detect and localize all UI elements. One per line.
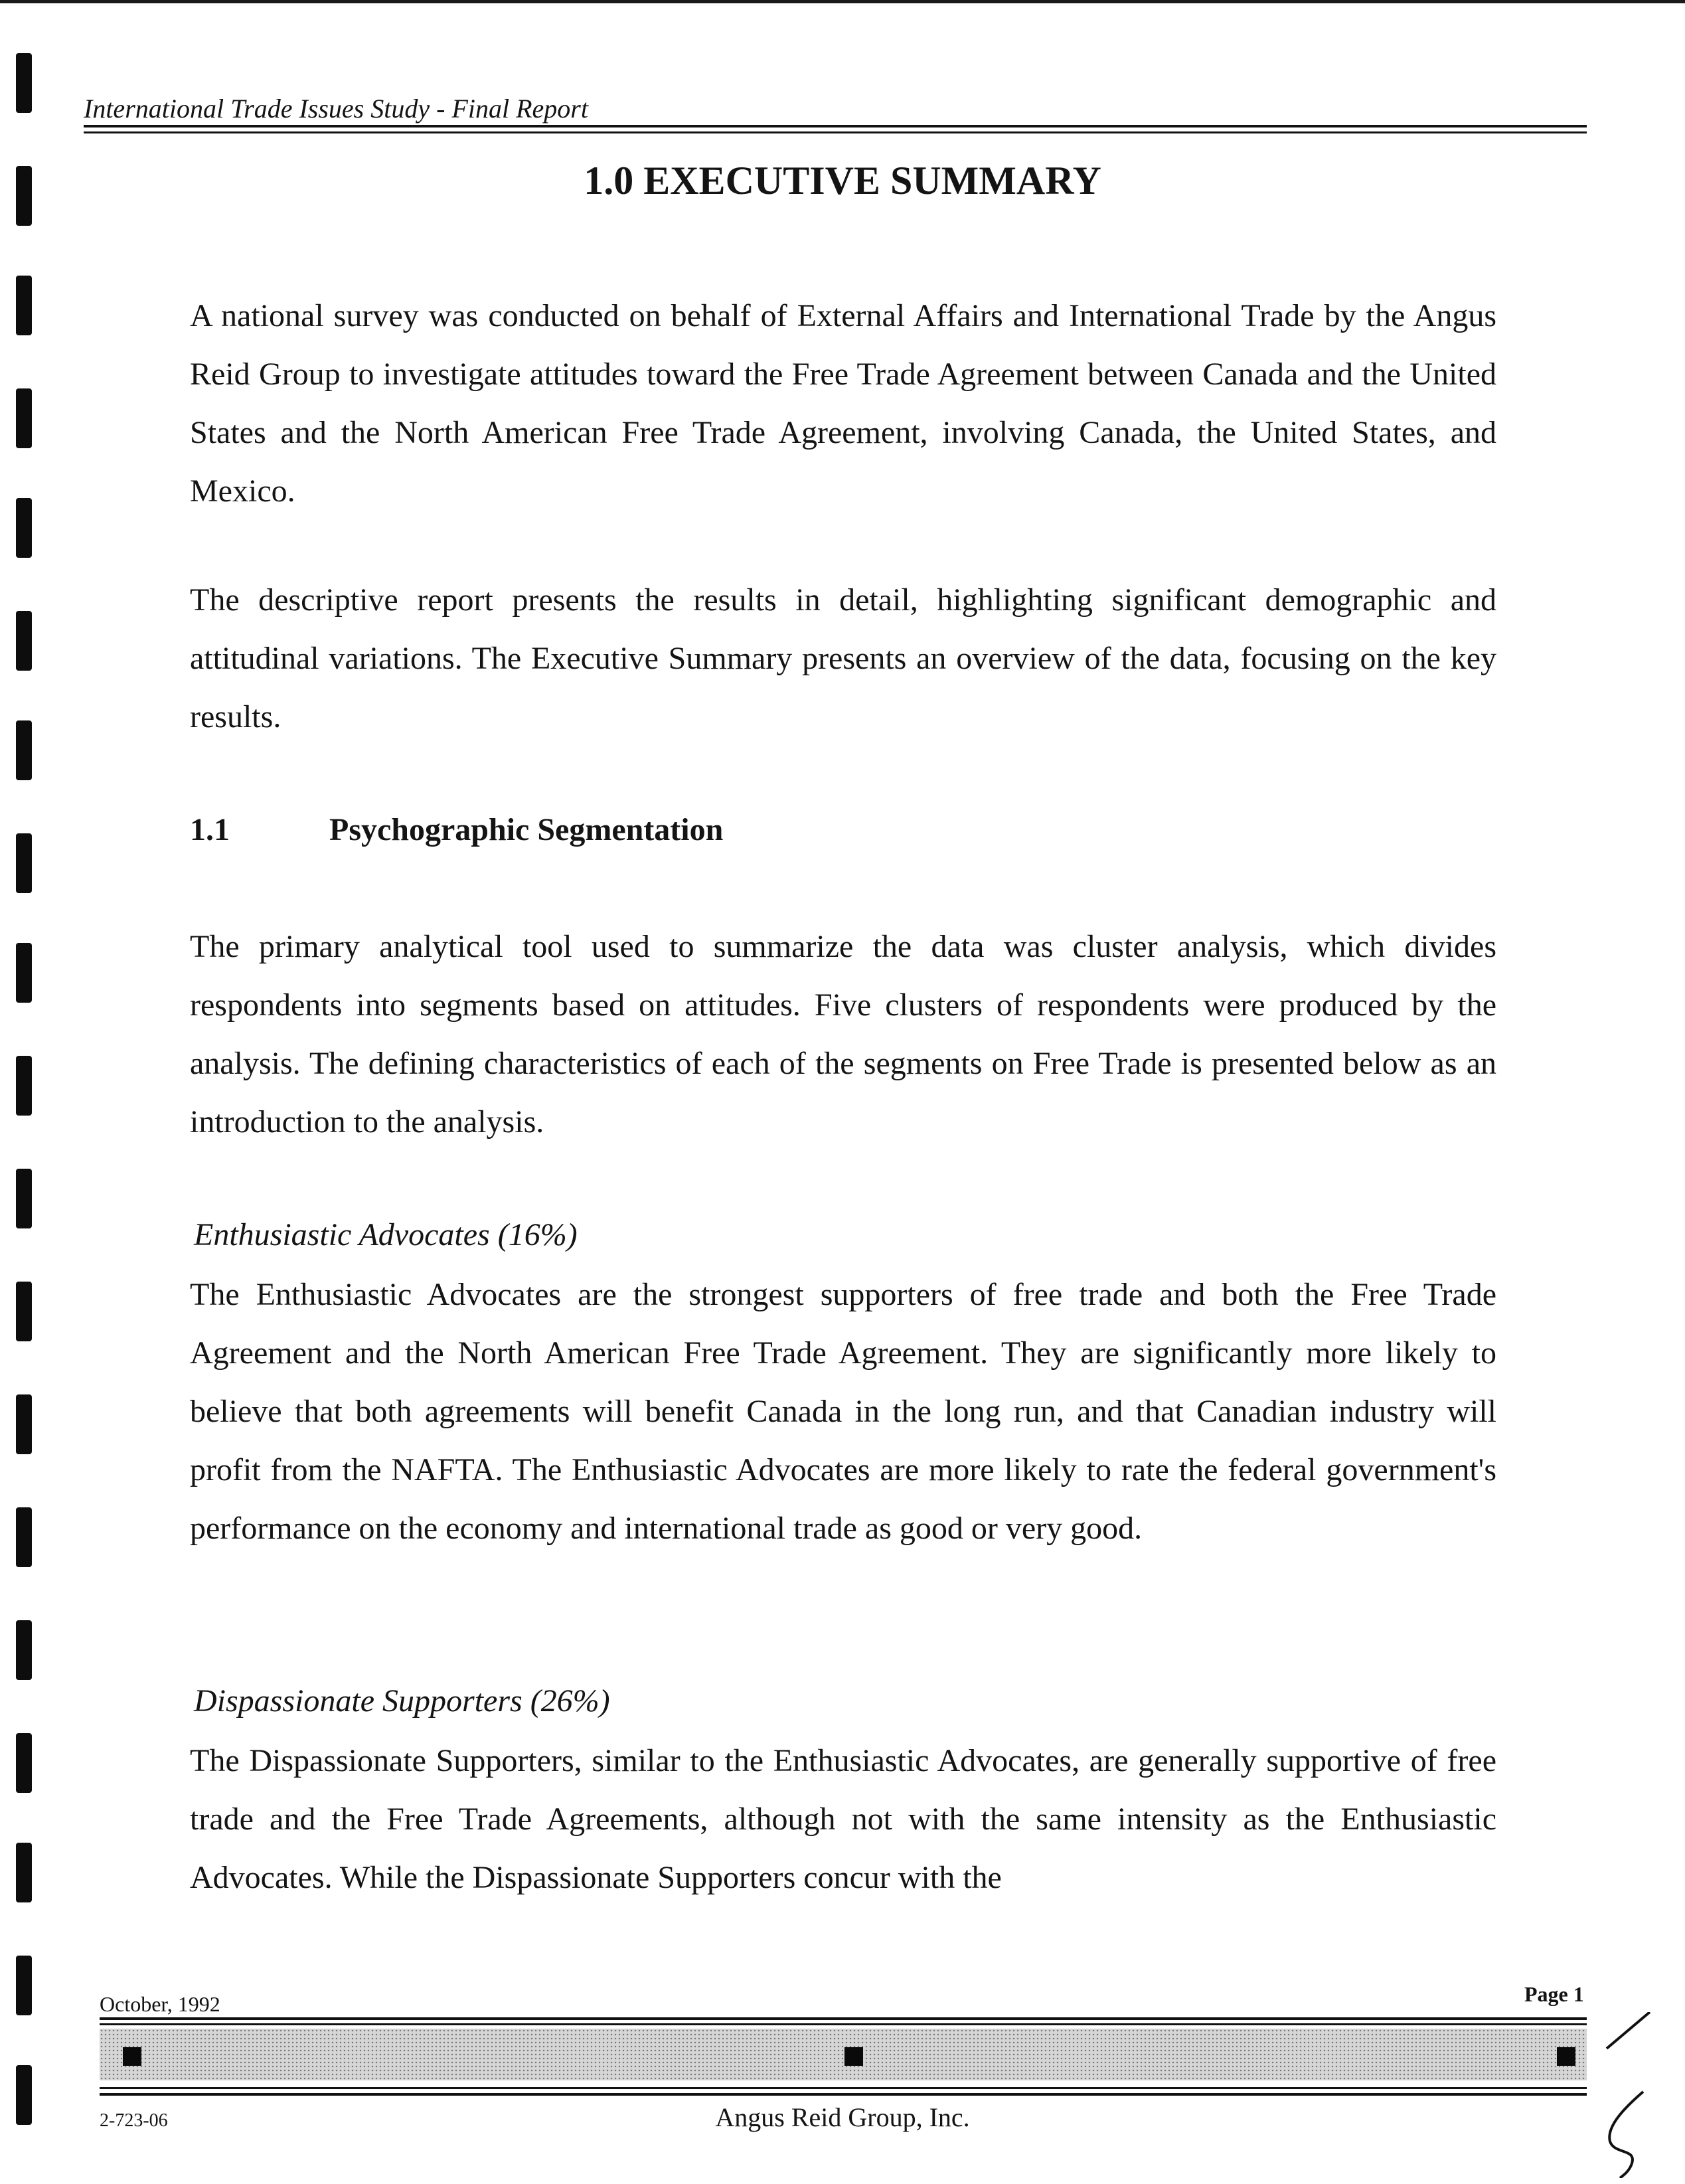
band-square-marker bbox=[1557, 2047, 1575, 2066]
binder-mark bbox=[16, 1620, 32, 1680]
page-number: Page 1 bbox=[1524, 1982, 1584, 2006]
page-title: 1.0 EXECUTIVE SUMMARY bbox=[584, 159, 1101, 203]
binder-mark bbox=[16, 1282, 32, 1341]
binder-mark bbox=[16, 943, 32, 1003]
segment-heading: Dispassionate Supporters (26%) bbox=[194, 1683, 610, 1719]
section-heading bbox=[190, 811, 723, 848]
intro-paragraph: The descriptive report presents the results in detail, highlighting significant demographic and attitudinal variations. The Executive Summary presents an overview of the data, focusing on the key results. bbox=[190, 582, 1496, 734]
binder-mark bbox=[16, 720, 32, 780]
binder-mark bbox=[16, 498, 32, 558]
binder-mark bbox=[16, 1394, 32, 1454]
segment-paragraph: The Enthusiastic Advocates are the strongest supporters of free trade and both the Free Trade Agreement and the North American Free Trade Agreement. They are significantly more likely to believe that both agreements will benefit Canada in the long run, and that Canadian industry will profit from the NAFTA. The Enthusiastic Advocates are more likely to rate the federal government's performance on the economy and international trade as good or very good. bbox=[190, 1277, 1496, 1546]
intro-paragraph: A national survey was conducted on behalf of External Affairs and International Trade by the Angus Reid Group to investigate attitudes toward the Free Trade Agreement between Canada and the United States and the North American Free Trade Agreement, involving Canada, the United States, and Mexico. bbox=[190, 298, 1496, 509]
footer-organization: Angus Reid Group, Inc. bbox=[715, 2102, 970, 2132]
footer-date: October, 1992 bbox=[100, 1992, 220, 2016]
binder-mark bbox=[16, 1956, 32, 2015]
binder-mark bbox=[16, 276, 32, 335]
running-header: International Trade Issues Study - Final Report bbox=[84, 94, 588, 124]
segment-paragraph: The Dispassionate Supporters, similar to the Enthusiastic Advocates, are generally supportive of free trade and the Free Trade Agreements, although not with the same intensity as the Enthusiastic Advocates. While the Dispassionate Supporters concur with the bbox=[190, 1743, 1496, 1895]
binder-mark bbox=[16, 1507, 32, 1567]
binder-mark bbox=[16, 1169, 32, 1228]
footer-rule bbox=[100, 2093, 1587, 2096]
segment-heading: Enthusiastic Advocates (16%) bbox=[194, 1217, 578, 1252]
binder-mark bbox=[16, 1733, 32, 1793]
footer-rule bbox=[100, 2023, 1587, 2025]
band-square-marker bbox=[123, 2047, 141, 2066]
binder-mark bbox=[16, 388, 32, 448]
scan-top-edge bbox=[0, 0, 1685, 3]
binder-mark bbox=[16, 1056, 32, 1116]
binder-mark bbox=[16, 1843, 32, 1902]
footer-rule bbox=[100, 2017, 1587, 2020]
handwritten-mark bbox=[1593, 2012, 1666, 2178]
footer-rule bbox=[100, 2087, 1587, 2089]
section-paragraph: The primary analytical tool used to summarize the data was cluster analysis, which divides respondents into segments based on attitudes. Five clusters of respondents were produced by the analysis. The defining characteristics of each of the segments on Free Trade is presented below as an introduction to the analysis. bbox=[190, 929, 1496, 1139]
band-square-marker bbox=[844, 2047, 863, 2066]
section-title: Psychographic Segmentation bbox=[329, 812, 724, 847]
footer-dot-band bbox=[100, 2029, 1587, 2080]
header-rule bbox=[84, 131, 1587, 133]
binder-mark bbox=[16, 611, 32, 671]
header-rule bbox=[84, 125, 1587, 127]
document-id: 2-723-06 bbox=[100, 2110, 168, 2131]
binder-mark bbox=[16, 53, 32, 113]
binder-mark bbox=[16, 833, 32, 893]
section-number: 1.1 bbox=[190, 812, 230, 847]
